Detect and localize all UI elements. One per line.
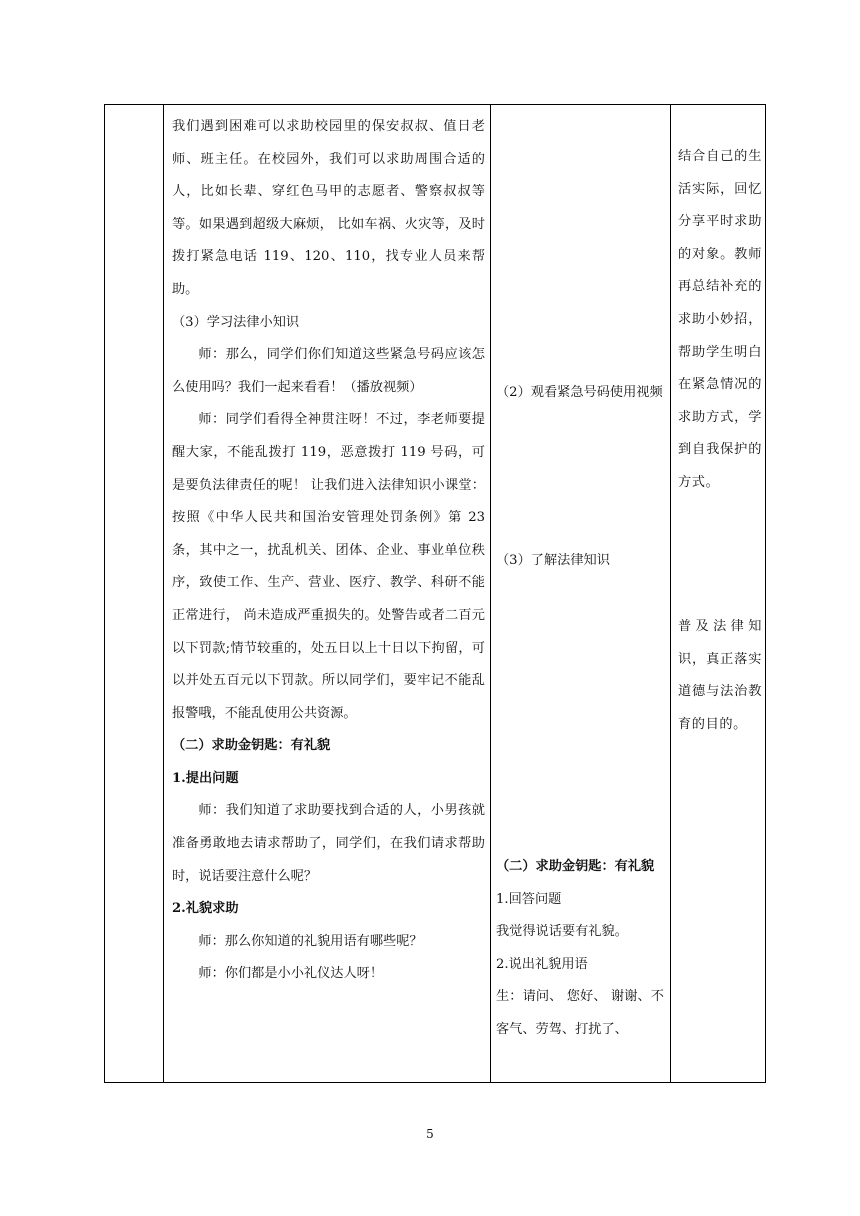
- paragraph-law-lesson: 师：同学们看得全神贯注呀！不过，李老师要提醒大家，不能乱拨打 119，恶意拨打 119 号码，可是要负法律责任的呢！ 让我们进入法律知识小课堂：按照《中华人民共和国治安管理处罚条例》第 23 条，其中之一，扰乱机关、团体、企业、事业单位秩序，致使工作、生产、营业、医疗、教学、科研不能正常进行， 尚未造成严重损失的。处警告或者二百元以下罚款;情节较重的，处五日以上十日以下拘留，可以并处五百元以下罚款。所以同学们，要牢记不能乱报警哦，不能乱使用公共资源。: [172, 412, 485, 721]
- intent-help-reflection: 结合自己的生活实际，回忆分享平时求助的对象。教师再总结补充的求助小妙招，帮助学生明白在紧急情况的求助方式，学到自我保护的方式。: [678, 149, 762, 490]
- page-number: 5: [426, 1127, 434, 1141]
- lesson-plan-table: [104, 104, 766, 1083]
- heading-polite-help: 2.礼貌求助: [172, 901, 239, 917]
- heading-ask-question: 1.提出问题: [172, 770, 239, 786]
- heading-section-politeness: （二）求助金钥匙：有礼貌: [172, 738, 331, 754]
- paragraph-praise: 师：你们都是小小礼仪达人呀！: [198, 966, 384, 982]
- intent-law-education: 普及法律知识，真正落实道德与法治教育的目的。: [678, 619, 762, 732]
- paragraph-emergency-video: 师：那么，同学们你们知道这些紧急号码应该怎么使用吗？我们一起来看看！（播放视频）: [172, 347, 485, 395]
- teacher-activity-column: [164, 105, 491, 1082]
- design-intent-column: [670, 105, 767, 1082]
- student-heading-politeness: （二）求助金钥匙：有礼貌: [496, 859, 655, 874]
- student-law-knowledge: （3）了解法律知识: [496, 553, 610, 568]
- paragraph-question: 师：我们知道了求助要找到合适的人，小男孩就准备勇敢地去请求帮助了，同学们，在我们请求帮助时，说话要注意什么呢？: [172, 803, 485, 884]
- student-polite-words-heading: 2.说出礼貌用语: [496, 956, 588, 972]
- paragraph-help-sources: 我们遇到困难可以求助校园里的保安叔叔、值日老师、班主任。在校园外，我们可以求助周围合适的人，比如长辈、穿红色马甲的志愿者、警察叔叔等等。如果遇到超级大麻烦， 比如车祸、火灾等，及时拨打紧急电话 119、120、110，找专业人员来帮助。: [172, 119, 485, 297]
- student-answer: 我觉得说话要有礼貌。: [496, 924, 628, 940]
- paragraph-polite-words: 师：那么你知道的礼貌用语有哪些呢？: [198, 933, 423, 949]
- student-activity-column: [490, 105, 670, 1082]
- student-answer-heading: 1.回答问题: [496, 891, 562, 907]
- subheading-law-knowledge: （3）学习法律小知识: [172, 314, 300, 330]
- student-polite-words: 生：请问、 您好、 谢谢、不客气、劳驾、打扰了、: [496, 989, 664, 1037]
- student-watch-video: （2）观看紧急号码使用视频: [496, 385, 663, 400]
